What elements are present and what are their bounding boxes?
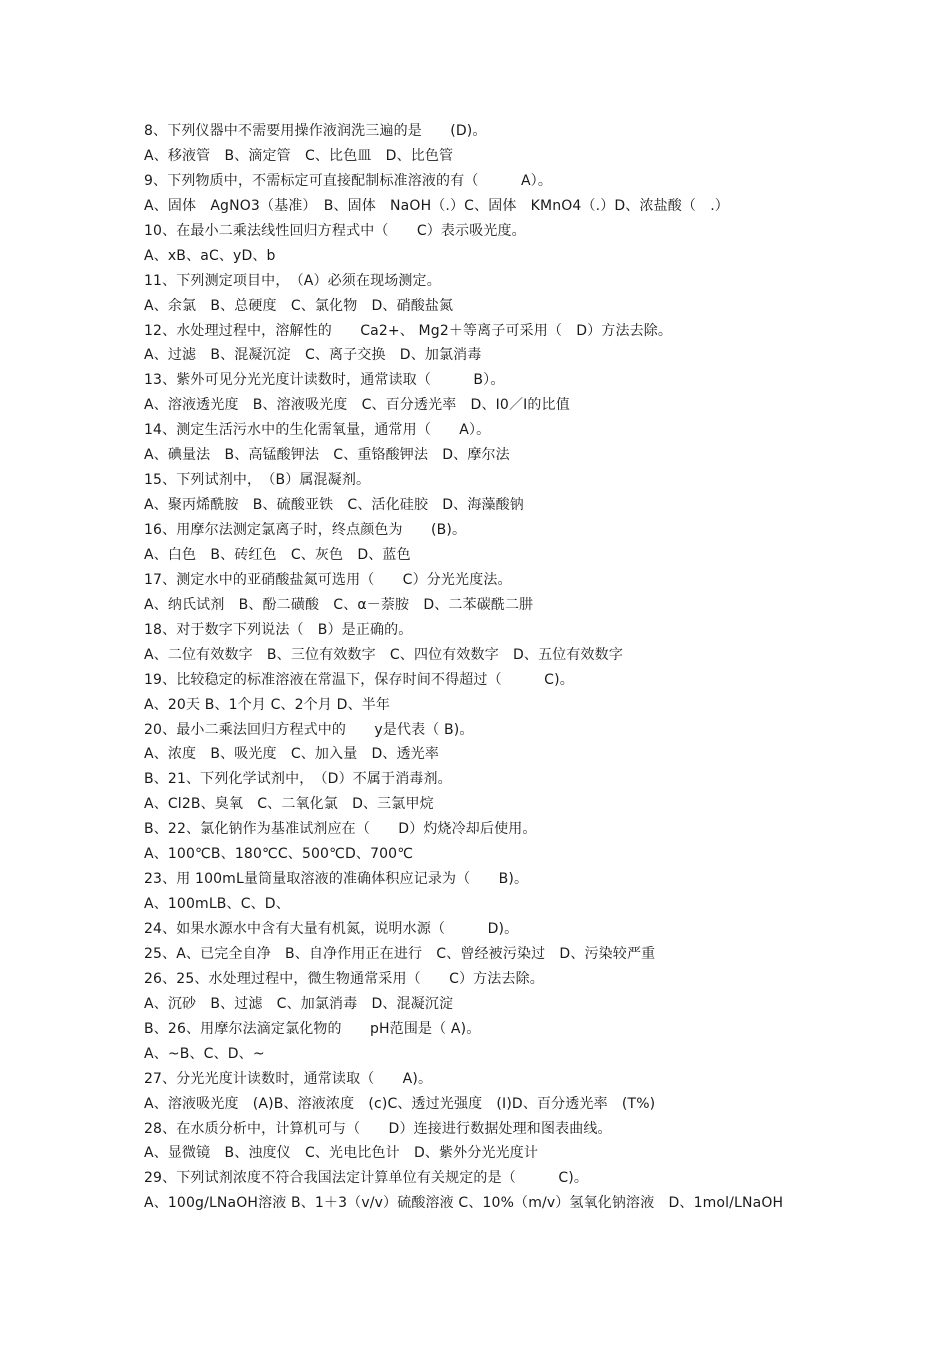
text-line: 18、对于数字下列说法（ B）是正确的。 [144, 621, 413, 638]
text-line: 15、下列试剂中， （B）属混凝剂。 [144, 472, 371, 489]
question-list [144, 119, 934, 1216]
text-line: A、固体 AgNO3（基准） B、固体 NaOH（.）C、固体 KMnO4（.）D、浓盐酸（ .） [144, 197, 729, 214]
text-line: 13、紫外可见分光光度计读数时，通常读取（ B）。 [144, 372, 505, 389]
text-line: 25、A、已完全自净 B、自净作用正在进行 C、曾经被污染过 D、污染较严重 [144, 945, 656, 962]
text-line: 24、如果水源水中含有大量有机氮，说明水源（ D)。 [144, 921, 519, 937]
text-line: A、溶液透光度 B、溶液吸光度 C、百分透光率 D、I0／I的比值 [144, 397, 570, 414]
text-line: A、显微镜 B、浊度仪 C、光电比色计 D、紫外分光光度计 [144, 1145, 539, 1162]
text-line: B、22、氯化钠作为基准试剂应在（ D）灼烧冷却后使用。 [144, 821, 537, 838]
text-line: 8、下列仪器中不需要用操作液润洗三遍的是 (D)。 [144, 123, 487, 139]
text-line: 9、下列物质中，不需标定可直接配制标准溶液的有（ A）。 [144, 172, 552, 189]
text-line: 16、用摩尔法测定氯离子时，终点颜色为 (B)。 [144, 522, 467, 538]
text-line: A、100℃B、180℃C、500℃D、700℃ [144, 846, 414, 863]
text-line: 10、在最小二乘法线性回归方程式中（ C）表示吸光度。 [144, 222, 526, 239]
text-line: 26、25、水处理过程中，微生物通常采用（ C）方法去除。 [144, 970, 544, 987]
text-line: 28、在水质分析中，计算机可与（ D）连接进行数据处理和图表曲线。 [144, 1120, 612, 1137]
text-line: A、过滤 B、混凝沉淀 C、离子交换 D、加氯消毒 [144, 347, 482, 364]
text-line: 23、用 100mL量筒量取溶液的准确体积应记录为（ B)。 [144, 871, 529, 888]
text-line: 27、分光光度计读数时，通常读取（ A)。 [144, 1070, 433, 1087]
text-line: A、碘量法 B、高锰酸钾法 C、重铬酸钾法 D、摩尔法 [144, 447, 510, 464]
text-line: A、二位有效数字 B、三位有效数字 C、四位有效数字 D、五位有效数字 [144, 646, 623, 663]
text-line: B、26、用摩尔法滴定氯化物的 pH范围是（ A)。 [144, 1020, 481, 1037]
text-line: 20、最小二乘法回归方程式中的 y是代表（ B)。 [144, 721, 474, 738]
text-line: B、21、下列化学试剂中， （D）不属于消毒剂。 [144, 771, 452, 788]
text-line: A、沉砂 B、过滤 C、加氯消毒 D、混凝沉淀 [144, 995, 454, 1012]
text-line: A、余氯 B、总硬度 C、氯化物 D、硝酸盐氮 [144, 297, 454, 314]
text-line: A、浓度 B、吸光度 C、加入量 D、透光率 [144, 746, 440, 763]
text-line: A、聚丙烯酰胺 B、硫酸亚铁 C、活化硅胶 D、海藻酸钠 [144, 497, 524, 514]
text-line: 11、下列测定项目中， （A）必须在现场测定。 [144, 272, 441, 289]
text-line: A、溶液吸光度 (A)B、溶液浓度 (c)C、透过光强度 (I)D、百分透光率 (T%) [144, 1095, 656, 1112]
text-line: 17、测定水中的亚硝酸盐氮可选用（ C）分光光度法。 [144, 571, 512, 588]
text-line: A、~B、C、D、~ [144, 1045, 265, 1062]
text-line: 14、测定生活污水中的生化需氧量，通常用（ A）。 [144, 422, 491, 439]
text-line: 29、下列试剂浓度不符合我国法定计算单位有关规定的是（ C)。 [144, 1170, 588, 1187]
text-line: A、xB、aC、yD、b [144, 247, 276, 264]
text-line: A、20天 B、1个月 C、2个月 D、半年 [144, 696, 391, 713]
text-line: A、Cl2B、臭氧 C、二氧化氯 D、三氯甲烷 [144, 796, 434, 813]
text-line: A、纳氏试剂 B、酚二磺酸 C、α－萘胺 D、二苯碳酰二肼 [144, 596, 534, 613]
text-line: 19、比较稳定的标准溶液在常温下，保存时间不得超过（ C)。 [144, 671, 574, 688]
text-line: A、100mLB、C、D、 [144, 896, 290, 913]
text-line: A、100g/LNaOH溶液 B、1＋3（v/v）硫酸溶液 C、10%（m/v）氢氧化钠溶液 D、1mol/LNaOH [144, 1195, 784, 1212]
text-line: A、移液管 B、滴定管 C、比色皿 D、比色管 [144, 147, 454, 164]
text-line: 12、水处理过程中，溶解性的 Ca2+、 Mg2＋等离子可采用（ D）方法去除。 [144, 322, 673, 339]
text-line: A、白色 B、砖红色 C、灰色 D、蓝色 [144, 546, 411, 563]
